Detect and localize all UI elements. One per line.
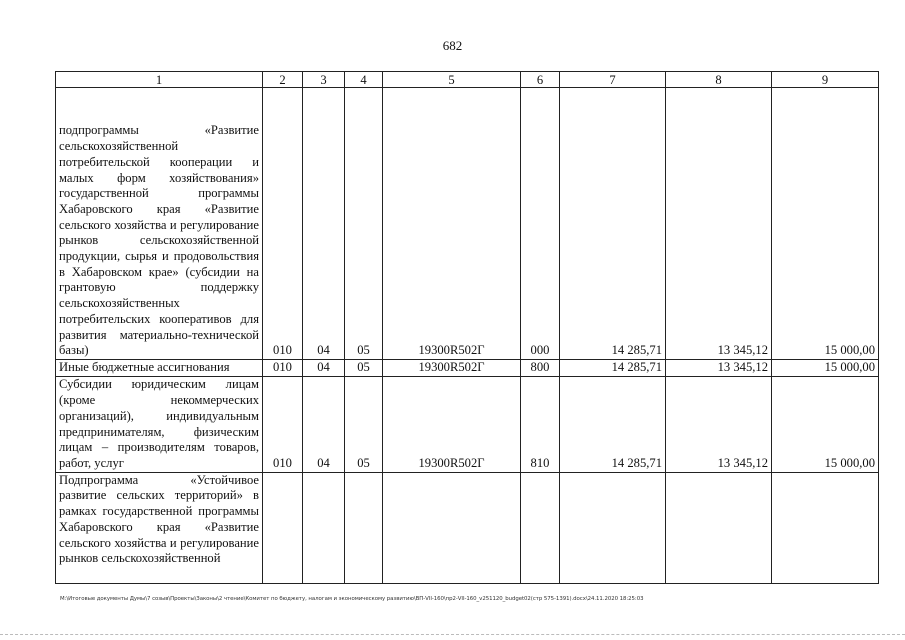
section-code: 04: [303, 360, 345, 377]
amount-col9: [772, 472, 879, 583]
column-number: 1: [56, 72, 263, 88]
amount-col7: 14 285,71: [560, 376, 666, 472]
column-number: 4: [345, 72, 383, 88]
column-number: 5: [383, 72, 521, 88]
amount-col8: 13 345,12: [666, 88, 772, 360]
table-row: [56, 472, 879, 583]
amount-col9: 15 000,00: [772, 376, 879, 472]
ministry-code: 010: [263, 360, 303, 377]
expense-type-code: 000: [521, 88, 560, 360]
page-number: 682: [442, 38, 463, 53]
expense-type-code: [521, 472, 560, 583]
amount-col8: [666, 472, 772, 583]
table-row: [56, 376, 879, 472]
amount-col7: [560, 472, 666, 583]
amount-col7: 14 285,71: [560, 360, 666, 377]
target-article-code: 19300R502Г: [383, 88, 521, 360]
subsection-code: 05: [345, 360, 383, 377]
column-number: 9: [772, 72, 879, 88]
expense-type-code: 810: [521, 376, 560, 472]
column-number: 7: [560, 72, 666, 88]
column-number: 6: [521, 72, 560, 88]
row-description: Подпрограмма «Устойчивое развитие сельских территорий» в рамках государственной программы Хабаровского края «Развитие сельского хозяйства и регулирование рынков сельскохозяйственной: [56, 472, 263, 583]
ministry-code: [263, 472, 303, 583]
page-edge-line: [0, 634, 905, 635]
budget-table: [55, 71, 879, 584]
column-number: 3: [303, 72, 345, 88]
amount-col7: 14 285,71: [560, 88, 666, 360]
ministry-code: 010: [263, 88, 303, 360]
column-number: 8: [666, 72, 772, 88]
row-description: подпрограммы «Развитие сельскохозяйственной потребительской кооперации и малых форм хозяйствования» государственной программы Хабаровского края «Развитие сельского хозяйства и регулирование рынков сельскохозяйственной продукции, сырья и продовольствия в Хабаровском крае» (субсидии на грантовую поддержку сельскохозяйственных потребительских кооперативов для развития материально-технической базы): [56, 88, 263, 360]
subsection-code: 05: [345, 88, 383, 360]
amount-col8: 13 345,12: [666, 360, 772, 377]
column-number-row: [56, 72, 879, 88]
amount-col8: 13 345,12: [666, 376, 772, 472]
target-article-code: [383, 472, 521, 583]
row-description: Иные бюджетные ассигнования: [56, 360, 263, 377]
target-article-code: 19300R502Г: [383, 376, 521, 472]
row-description: Субсидии юридическим лицам (кроме некоммерческих организаций), индивидуальным предпринимателям, физическим лицам – производителям товаров, работ, услуг: [56, 376, 263, 472]
target-article-code: 19300R502Г: [383, 360, 521, 377]
section-code: 04: [303, 376, 345, 472]
subsection-code: 05: [345, 376, 383, 472]
table-row: [56, 360, 879, 377]
section-code: 04: [303, 88, 345, 360]
amount-col9: 15 000,00: [772, 88, 879, 360]
expense-type-code: 800: [521, 360, 560, 377]
subsection-code: [345, 472, 383, 583]
file-path-footer: M:\Итоговые документы Думы\7 созыв\Проекты\Законы\2 чтение\Комитет по бюджету, налогам и экономическому развитию\ВП-VII-160\пр2-VII-160_v251120_budget02(стр 575-1391).docx\24.11.2020 18:25:03: [60, 596, 644, 602]
amount-col9: 15 000,00: [772, 360, 879, 377]
column-number: 2: [263, 72, 303, 88]
table-row: [56, 88, 879, 360]
ministry-code: 010: [263, 376, 303, 472]
section-code: [303, 472, 345, 583]
